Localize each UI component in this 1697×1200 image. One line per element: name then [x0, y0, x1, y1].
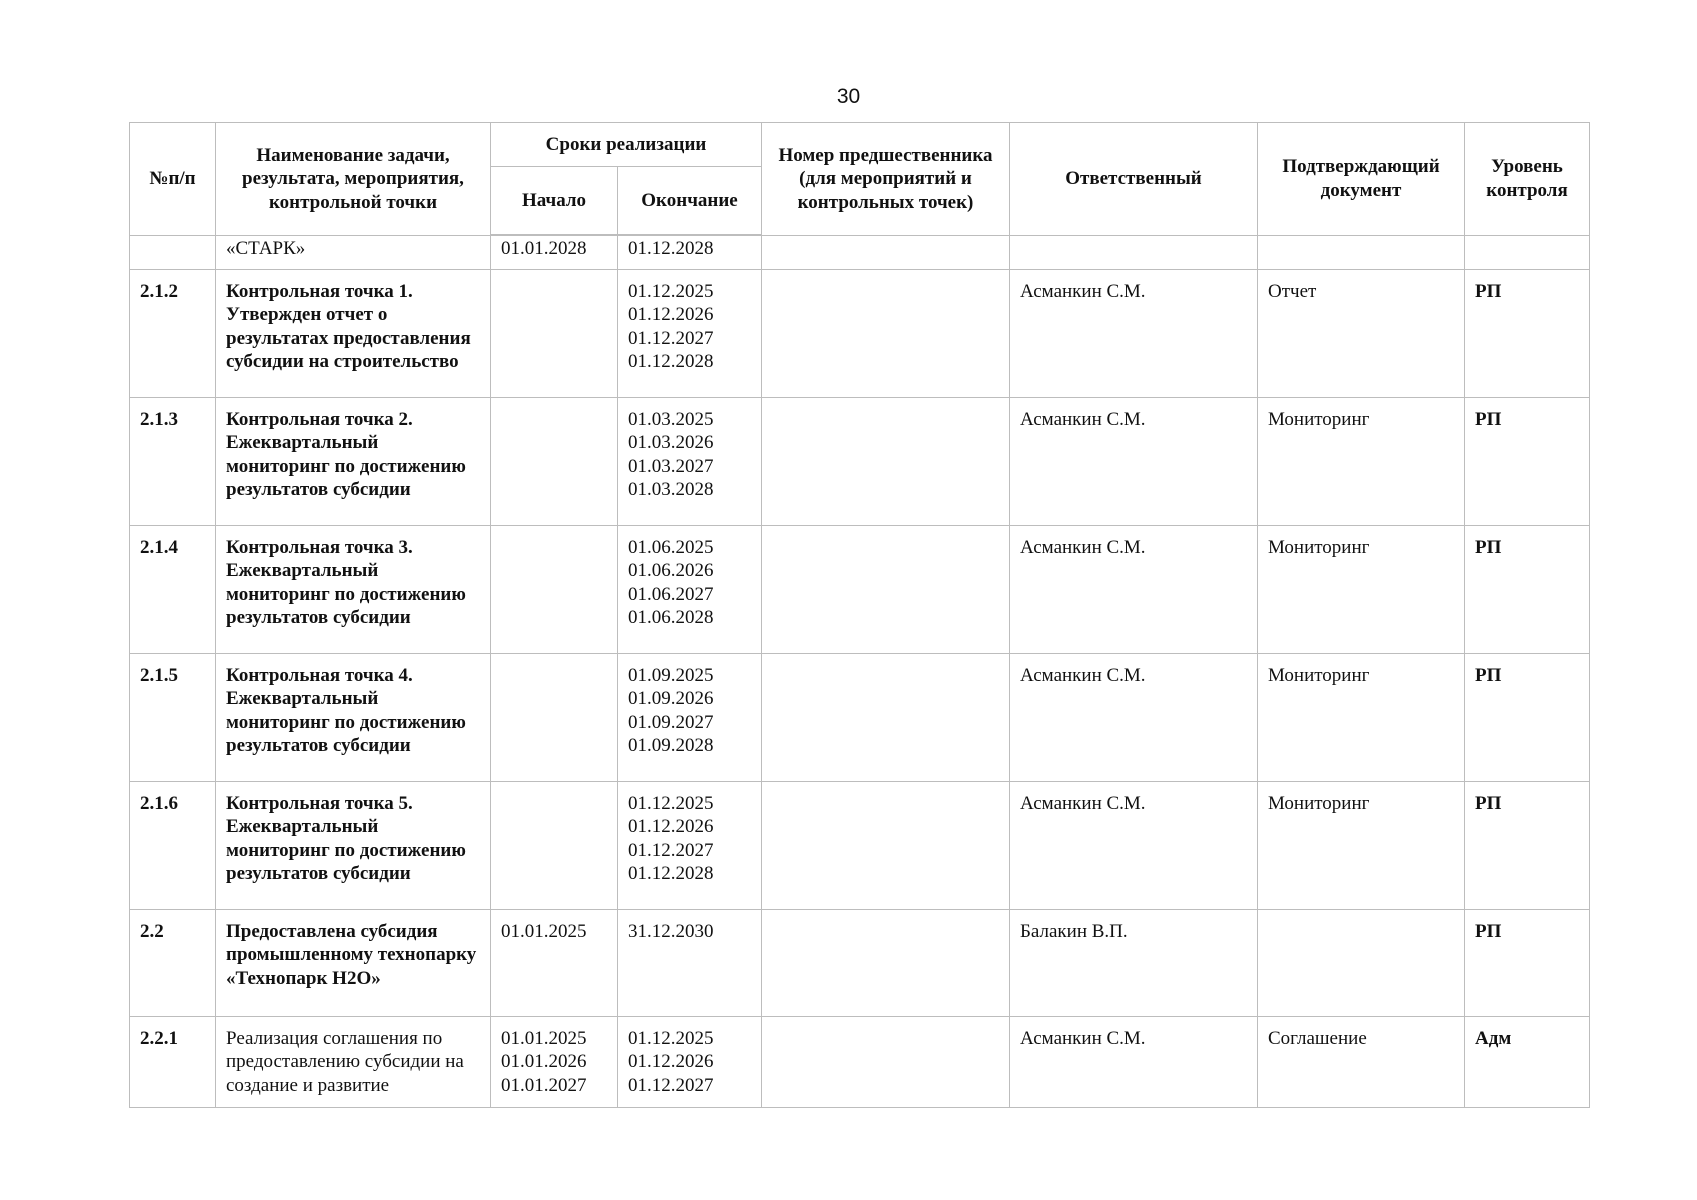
row-control: РП [1465, 525, 1590, 653]
table-row [130, 909, 1590, 1016]
row-name: Контрольная точка 3. Ежеквартальный мониторинг по достижению результатов субсидии [216, 525, 491, 653]
row-start [491, 909, 618, 1016]
row-start [491, 653, 618, 781]
row-num: 2.2 [130, 909, 216, 1016]
row-document [1258, 909, 1465, 1016]
date-value: 01.06.2027 [628, 583, 714, 605]
row-responsible: Асманкин С.М. [1010, 653, 1258, 781]
date-value: 01.01.2027 [501, 1074, 587, 1096]
row-responsible: Асманкин С.М. [1010, 525, 1258, 653]
date-value: 01.12.2025 [628, 792, 714, 814]
date-value: 01.01.2025 [501, 920, 587, 942]
header-name: Наименование задачи, результата, мероприятия, контрольной точки [216, 123, 491, 236]
row-num: 2.1.3 [130, 397, 216, 525]
row-name: Контрольная точка 1. Утвержден отчет о результатах предоставления субсидии на строительство [216, 269, 491, 397]
row-num: 2.1.6 [130, 781, 216, 909]
row-document: Мониторинг [1258, 653, 1465, 781]
row-end [618, 269, 762, 397]
row-end [618, 781, 762, 909]
table-body [130, 235, 1590, 1108]
row-document: Мониторинг [1258, 525, 1465, 653]
date-value: 01.12.2025 [628, 1027, 714, 1049]
row-responsible [1010, 235, 1258, 269]
header-predecessor: Номер предшественника (для мероприятий и контрольных точек) [762, 123, 1010, 236]
header-control: Уровень контроля [1465, 123, 1590, 236]
row-start [491, 235, 618, 269]
row-document: Мониторинг [1258, 397, 1465, 525]
row-num: 2.1.5 [130, 653, 216, 781]
row-responsible: Асманкин С.М. [1010, 269, 1258, 397]
table-row [130, 653, 1590, 781]
row-control: РП [1465, 653, 1590, 781]
table-row [130, 781, 1590, 909]
row-predecessor [762, 909, 1010, 1016]
date-value: 01.03.2027 [628, 455, 714, 477]
header-end: Окончание [618, 167, 762, 236]
row-document: Отчет [1258, 269, 1465, 397]
row-responsible: Асманкин С.М. [1010, 397, 1258, 525]
date-value: 01.03.2026 [628, 432, 714, 453]
row-num: 2.1.2 [130, 269, 216, 397]
row-end [618, 1016, 762, 1108]
date-value: 01.12.2028 [628, 351, 714, 372]
page-number: 30 [836, 85, 861, 108]
date-value: 31.12.2030 [628, 920, 714, 942]
row-end [618, 235, 762, 269]
row-name: Контрольная точка 5. Ежеквартальный мониторинг по достижению результатов субсидии [216, 781, 491, 909]
date-value: 01.03.2028 [628, 479, 714, 500]
date-value: 01.12.2027 [628, 327, 714, 349]
row-predecessor [762, 525, 1010, 653]
date-value: 01.12.2026 [628, 304, 714, 325]
date-value: 01.09.2027 [628, 711, 714, 733]
row-end [618, 525, 762, 653]
table-row [130, 525, 1590, 653]
table-row [130, 235, 1590, 269]
date-value: 01.06.2025 [628, 536, 714, 558]
date-value: 01.01.2026 [501, 1051, 587, 1072]
row-control: РП [1465, 397, 1590, 525]
date-value: 01.09.2026 [628, 688, 714, 709]
date-value: 01.06.2028 [628, 607, 714, 628]
header-terms: Сроки реализации [491, 123, 762, 167]
row-num: 2.2.1 [130, 1016, 216, 1108]
table-row [130, 1016, 1590, 1108]
plan-table [129, 122, 1590, 1108]
date-value: 01.12.2026 [628, 816, 714, 837]
header-start: Начало [491, 167, 618, 236]
date-value: 01.12.2027 [628, 1074, 714, 1096]
row-num: 2.1.4 [130, 525, 216, 653]
header-responsible: Ответственный [1010, 123, 1258, 236]
date-value: 01.03.2025 [628, 408, 714, 430]
date-value: 01.12.2027 [628, 839, 714, 861]
date-value: 01.12.2028 [628, 863, 714, 884]
row-name: «СТАРК» [216, 235, 491, 269]
date-value: 01.01.2028 [501, 238, 587, 259]
row-predecessor [762, 269, 1010, 397]
date-value: 01.01.2025 [501, 1027, 587, 1049]
row-end [618, 909, 762, 1016]
date-value: 01.09.2025 [628, 664, 714, 686]
row-start [491, 1016, 618, 1108]
row-end [618, 653, 762, 781]
row-predecessor [762, 653, 1010, 781]
row-predecessor [762, 235, 1010, 269]
row-responsible: Асманкин С.М. [1010, 781, 1258, 909]
row-name: Контрольная точка 4. Ежеквартальный мониторинг по достижению результатов субсидии [216, 653, 491, 781]
date-value: 01.12.2025 [628, 280, 714, 302]
row-end [618, 397, 762, 525]
row-name: Реализация соглашения по предоставлению субсидии на создание и развитие [216, 1016, 491, 1108]
row-name: Предоставлена субсидия промышленному технопарку «Технопарк H2O» [216, 909, 491, 1016]
row-start [491, 397, 618, 525]
date-value: 01.09.2028 [628, 735, 714, 756]
date-value: 01.12.2026 [628, 1051, 714, 1072]
row-control [1465, 235, 1590, 269]
row-control: РП [1465, 909, 1590, 1016]
row-num [130, 235, 216, 269]
header-document: Подтверждающий документ [1258, 123, 1465, 236]
row-predecessor [762, 781, 1010, 909]
header-num: №п/п [130, 123, 216, 236]
row-control: РП [1465, 781, 1590, 909]
row-document: Мониторинг [1258, 781, 1465, 909]
date-value: 01.12.2028 [628, 238, 714, 259]
row-control: РП [1465, 269, 1590, 397]
table-row [130, 397, 1590, 525]
row-responsible: Балакин В.П. [1010, 909, 1258, 1016]
row-document [1258, 235, 1465, 269]
row-predecessor [762, 397, 1010, 525]
row-predecessor [762, 1016, 1010, 1108]
row-document: Соглашение [1258, 1016, 1465, 1108]
date-value: 01.06.2026 [628, 560, 714, 581]
row-control: Адм [1465, 1016, 1590, 1108]
row-name: Контрольная точка 2. Ежеквартальный мониторинг по достижению результатов субсидии [216, 397, 491, 525]
row-responsible: Асманкин С.М. [1010, 1016, 1258, 1108]
table-header [130, 123, 1590, 236]
row-start [491, 781, 618, 909]
table-row [130, 269, 1590, 397]
row-start [491, 525, 618, 653]
row-start [491, 269, 618, 397]
